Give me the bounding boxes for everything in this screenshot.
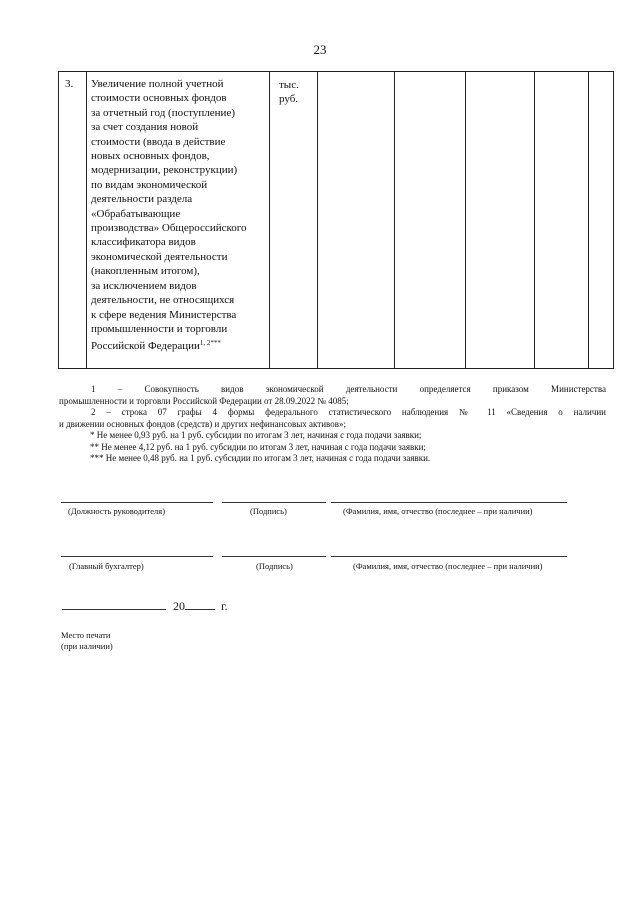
description-line: классификатора видов xyxy=(91,236,196,249)
description-line: Российской Федерации xyxy=(91,340,200,353)
row-number-cell xyxy=(59,72,87,369)
footnote-2-line-1: 2 – строка 07 графы 4 формы федерального статистического наблюдения № 11 «Сведения о наличии xyxy=(91,407,606,417)
accountant-caption: (Главный бухгалтер) xyxy=(69,561,144,571)
footnote-star-1: * Не менее 0,93 руб. на 1 руб. субсидии по итогам 3 лет, начиная с года подачи заявки; xyxy=(90,430,422,440)
description-last-line xyxy=(91,336,266,353)
description-line: экономической деятельности xyxy=(91,250,228,263)
date-line xyxy=(62,597,228,614)
footnotes xyxy=(59,384,606,465)
unit-label xyxy=(270,72,317,107)
page-number: 23 xyxy=(313,42,327,57)
description-line: к сфере ведения Министерства xyxy=(91,308,237,321)
description-line: деятельности, не относящихся xyxy=(91,294,235,307)
unit-line: руб. xyxy=(279,93,299,106)
signature-line[interactable] xyxy=(222,556,326,557)
description-line: Увеличение полной учетной xyxy=(91,78,224,90)
signature-line[interactable] xyxy=(222,502,326,503)
description-line: «Обрабатывающие xyxy=(91,207,181,220)
description-line: деятельности раздела xyxy=(91,193,193,206)
description-line: по видам экономической xyxy=(91,178,208,191)
indicator-table xyxy=(58,71,614,369)
signature-caption: (Подпись) xyxy=(250,506,287,516)
value-cell[interactable] xyxy=(466,72,535,369)
description-line: стоимости (ввода в действие xyxy=(91,135,226,148)
description-line: за счет создания новой xyxy=(91,121,199,134)
value-cell[interactable] xyxy=(589,72,614,369)
value-cell[interactable] xyxy=(395,72,466,369)
footnote-2-line-2: и движении основных фондов (средств) и других нефинансовых активов»; xyxy=(59,418,346,429)
unit-cell xyxy=(270,72,318,369)
description-line: промышленности и торговли xyxy=(91,322,228,335)
row-description xyxy=(87,72,269,354)
stamp-note: (при наличии) xyxy=(61,641,113,651)
year-blank[interactable] xyxy=(185,597,215,610)
description-line: новых основных фондов, xyxy=(91,150,210,163)
description-line: модернизации, реконструкции) xyxy=(91,164,238,177)
footnote-star-2: ** Не менее 4,12 руб. на 1 руб. субсидии по итогам 3 лет, начиная с года подачи заявки; xyxy=(90,441,426,452)
row-number: 3. xyxy=(65,78,74,90)
stamp-label: Место печати xyxy=(61,630,111,640)
row-description-cell xyxy=(87,72,270,369)
value-cell[interactable] xyxy=(318,72,395,369)
description-line: за отчетный год (поступление) xyxy=(91,106,235,119)
value-cell[interactable] xyxy=(535,72,589,369)
footnote-1-line-2: промышленности и торговли Российской Федерации от 28.09.2022 № 4085; xyxy=(59,395,349,406)
accountant-signature-line[interactable] xyxy=(61,556,213,557)
position-caption: (Должность руководителя) xyxy=(68,506,166,516)
footnote-reference: 1, 2*** xyxy=(199,339,221,348)
year-prefix: 20 xyxy=(173,599,185,613)
name-signature-line[interactable] xyxy=(331,556,567,557)
unit-line: тыс. xyxy=(279,79,299,91)
footnote-star-3: *** Не менее 0,48 руб. на 1 руб. субсидии по итогам 3 лет, начиная с года подачи заявки. xyxy=(90,453,431,463)
name-caption: (Фамилия, имя, отчество (последнее – при наличии) xyxy=(353,561,543,571)
date-blank[interactable] xyxy=(62,597,166,610)
stamp-place xyxy=(61,630,113,652)
signature-caption: (Подпись) xyxy=(256,561,293,571)
name-signature-line[interactable] xyxy=(331,502,567,503)
description-line: производства» Общероссийского xyxy=(91,222,247,235)
description-line: за исключением видов xyxy=(91,279,197,292)
description-line: стоимости основных фондов xyxy=(91,92,227,105)
name-caption: (Фамилия, имя, отчество (последнее – при наличии) xyxy=(343,506,533,516)
footnote-1-line-1: 1 – Совокупность видов экономической деятельности определяется приказом Министерства xyxy=(91,384,606,394)
year-suffix: г. xyxy=(221,599,228,613)
position-signature-line[interactable] xyxy=(61,502,213,503)
table-row xyxy=(59,72,614,369)
description-line: (накопленным итогом), xyxy=(91,265,200,278)
